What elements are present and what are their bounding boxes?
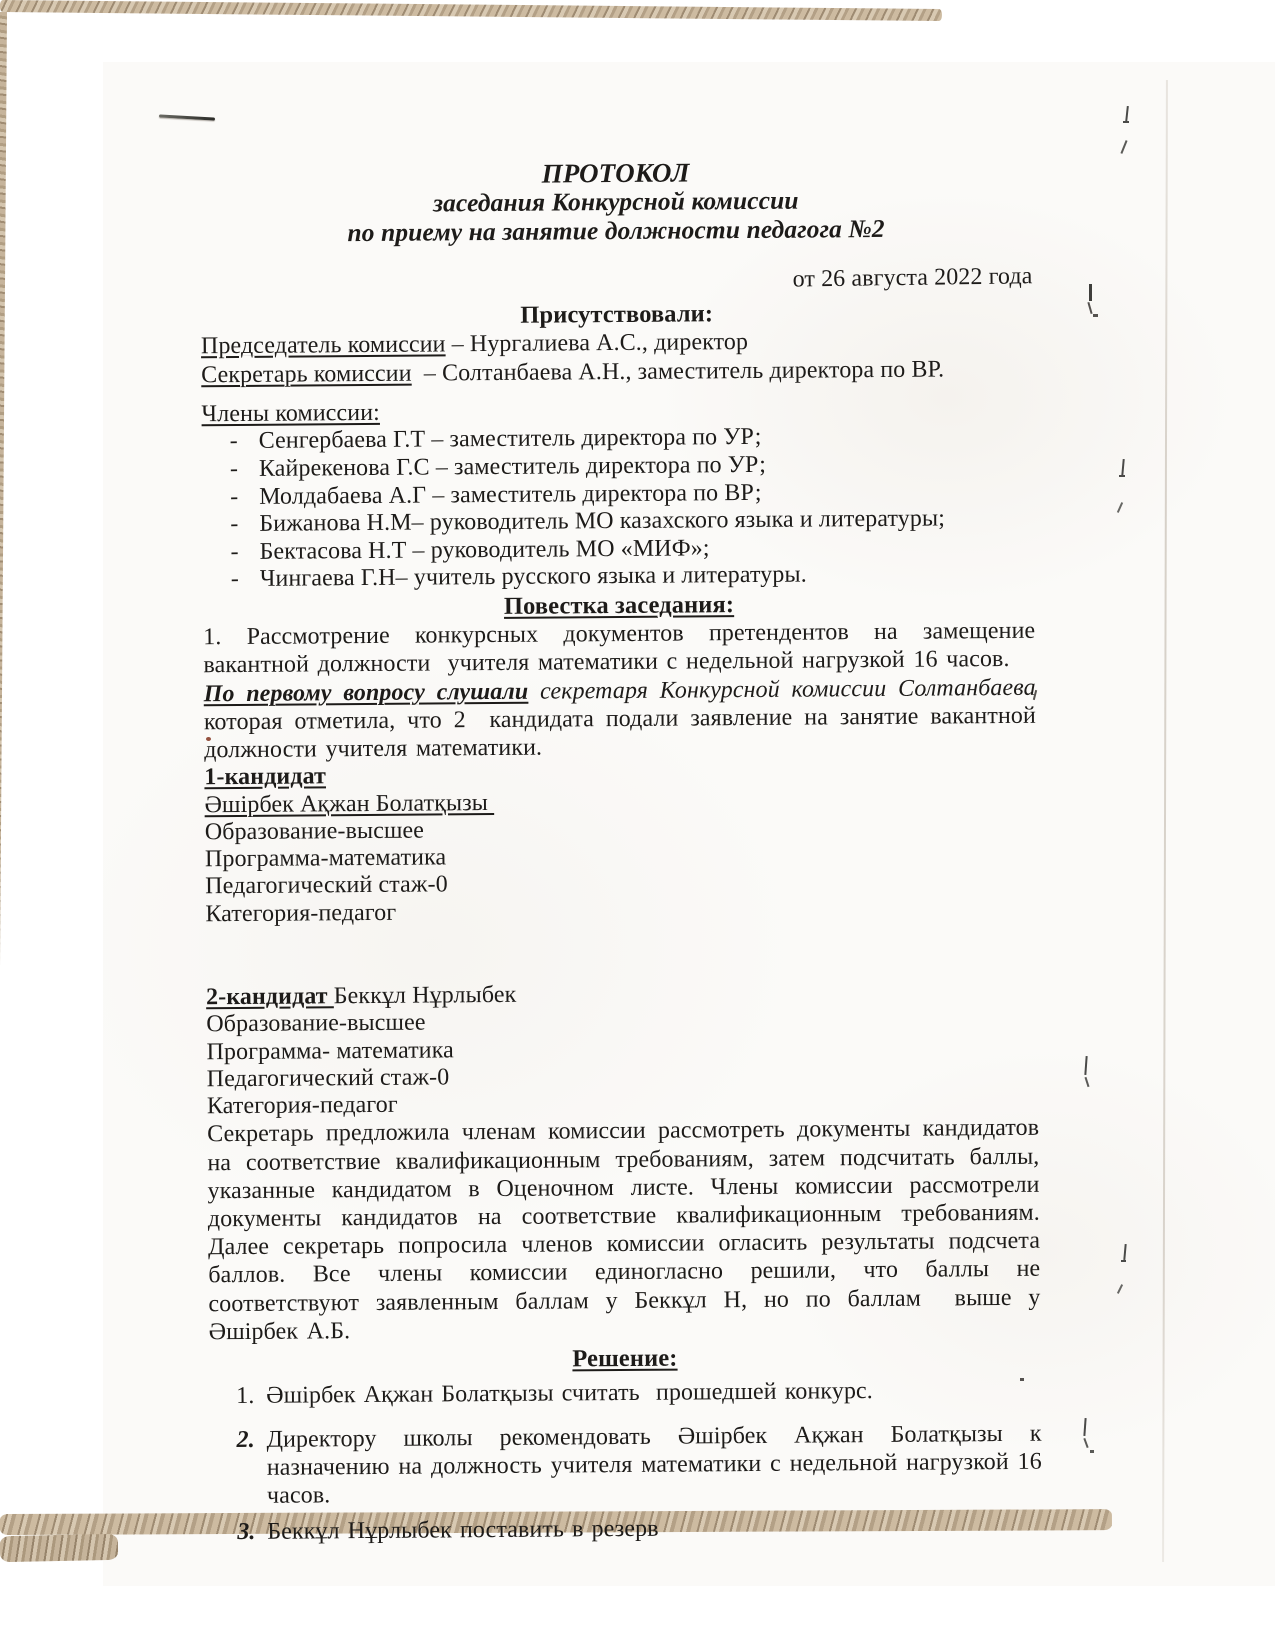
paper-bottom-edge-right [0,1534,118,1562]
candidate1-education: Образование-высшее [204,817,425,846]
scan-speck [1090,1450,1094,1453]
secretary-label: Секретарь комиссии [201,360,412,389]
member-text: Молдабаева А.Г – заместитель директора по ВР; [259,479,762,510]
first-question-italic: секретаря Конкурсной комиссии Солтанбаева [528,674,1036,705]
member-text: Сенгербаева Г.Т – заместитель директора по УР; [258,424,762,455]
doc-title-line2: заседания Конкурсной комиссии [432,185,799,218]
candidate1-name: Әшірбек Ақжан Болатқызы [204,789,495,818]
candidate2-label: 2-кандидат [205,983,334,1011]
decision-heading-line [209,1342,1041,1377]
agenda-item1: 1. Рассмотрение конкурсных документов претендентов на замещение вакантной должности учителя математики с недельной нагрузкой 16 часов. [203,617,1036,679]
decision-text: Әшірбек Ақжан Болатқызы считать прошедшей конкурс. [266,1378,873,1410]
scan-speck [1123,121,1129,123]
candidate2-category: Категория-педагог [206,1091,398,1120]
present-heading: Присутствовали: [520,300,714,329]
decision-heading: Решение: [572,1344,678,1373]
member-text: Бижанова Н.М– руководитель МО казахского языка и литературы; [259,505,946,538]
member-bullet: - [230,511,239,538]
paper-top-edge [0,0,942,21]
secretary-paragraph: Секретарь предложила членам комиссии рассмотреть документы кандидатов на соответствие квалификационным требованиям, затем подсчитать баллы, указанные кандидатом в Оценочном листе. Члены комиссии рассмотрели документы кандидатов на соответствие квалификационным требованиям. Далее секретарь попросила членов комиссии огласить результаты подсчета баллов. Все члены комиссии единогласно решили, что баллы не соответствуют заявленным баллам у Беккұл Н, но по баллам выше у Әшірбек А.Б. [207,1115,1041,1346]
member-bullet: - [230,483,239,510]
decision-text: Беккұл Нұрлыбек поставить в резерв [267,1515,659,1545]
first-question-lead: По первому вопросу слушали [203,678,529,707]
members-heading: Члены комиссии: [201,400,380,428]
member-text: Кайрекенова Г.С – заместитель директора по УР; [258,451,767,482]
scan-speck [1089,284,1092,301]
member-bullet: - [230,566,239,593]
first-question-paragraph [204,673,1037,764]
paper-left-edge [0,12,7,1514]
decision-number: 1. [236,1383,255,1410]
decision-item [209,1419,1042,1510]
secretary-rest: – Солтанбаева А.Н., заместитель директора по ВР. [411,356,945,387]
doc-title-line3: по приему на занятие должности педагога №2 [347,213,885,247]
scan-speck [1093,314,1098,317]
member-bullet: - [229,428,238,455]
doc-title-line1: ПРОТОКОЛ [541,157,690,189]
candidate1-label: 1-кандидат [204,763,327,791]
decision-number: 3. [237,1519,256,1546]
doc-date: от 26 августа 2022 года [792,263,1033,293]
chair-label: Председатель комиссии [200,331,446,360]
decision-item [209,1376,1041,1411]
chair-rest: – Нургалиева А.С., директор [445,329,749,358]
first-question-rest: которая отметила, что 2 кандидата подали заявление на занятие вакантной должности учителя математики. [203,702,1036,764]
candidate2-education: Образование-высшее [206,1009,426,1038]
scan-speck [1121,1260,1126,1262]
candidate2-experience: Педагогический стаж-0 [206,1064,450,1093]
candidate2-program: Программа- математика [206,1036,454,1065]
decision-text: Директору школы рекомендовать Әшірбек Ақжан Болатқызы к назначению на должность учителя математики с недельной нагрузкой 16 часов. [266,1420,1042,1509]
member-bullet: - [229,456,239,483]
candidate1-program: Программа-математика [204,844,447,873]
candidate2-name: Беккұл Нұрлыбек [333,981,517,1010]
agenda-heading: Повестка заседания: [503,591,735,620]
decision-number: 2. [236,1426,255,1453]
candidate1-category: Категория-педагог [205,899,397,927]
member-bullet: - [230,538,239,565]
document-body [200,155,1043,1547]
secretary-line [201,355,1033,390]
scan-speck [1119,475,1125,477]
member-text: Чингаева Г.Н– учитель русского языка и литературы. [259,561,807,593]
candidate1-experience: Педагогический стаж-0 [205,871,448,900]
member-text: Бектасова Н.Т – руководитель МО «МИФ»; [259,535,710,565]
